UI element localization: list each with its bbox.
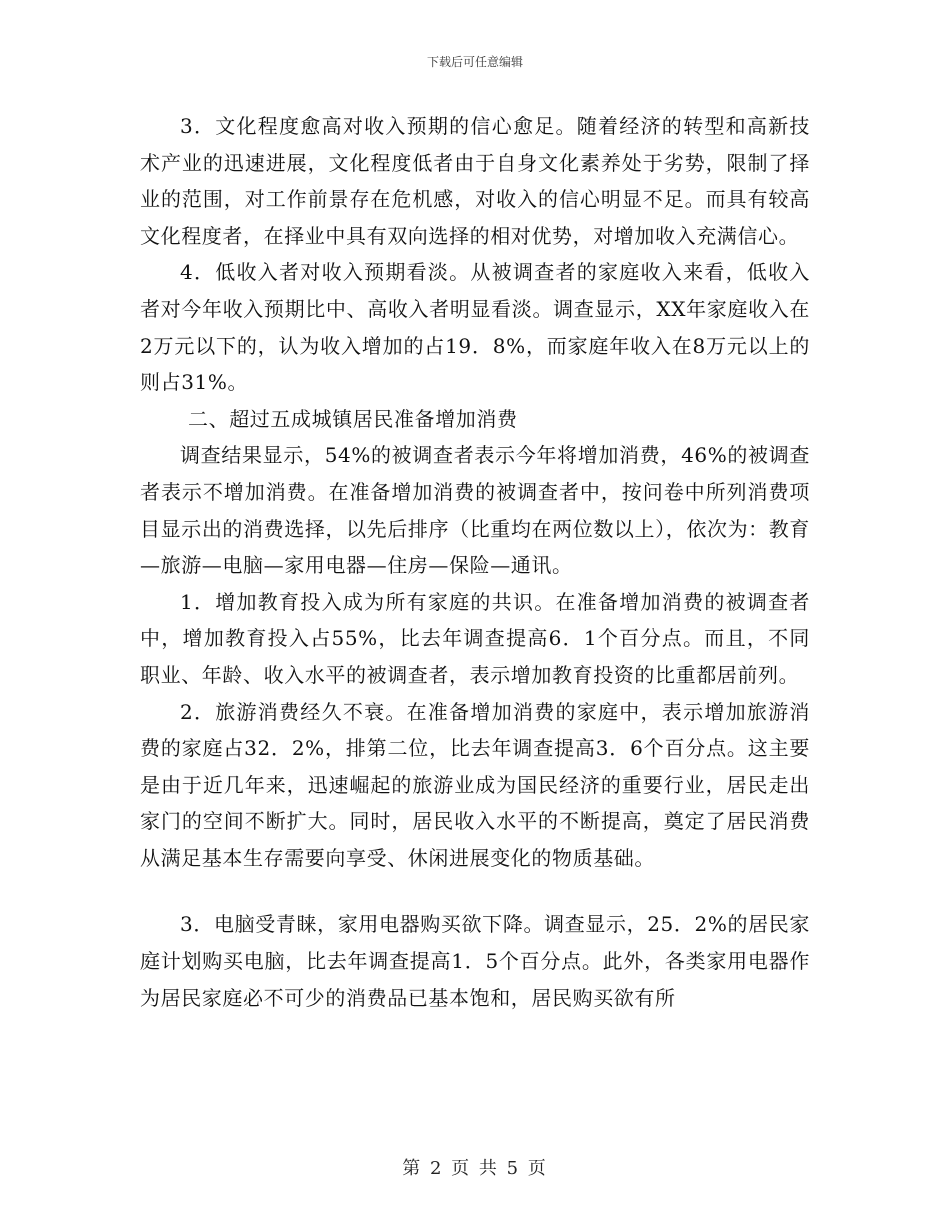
paragraph-education-investment: 1．增加教育投入成为所有家庭的共识。在准备增加消费的被调查者中，增加教育投入占55%，比去年调查提高6．1个百分点。而且，不同职业、年龄、收入水平的被调查者，表示增加教育投资的比重都居前列。 xyxy=(140,589,810,687)
paragraph-tourism-consumption: 2．旅游消费经久不衰。在准备增加消费的家庭中，表示增加旅游消费的家庭占32．2%，排第二位，比去年调查提高3．6个百分点。这主要是由于近几年来，迅速崛起的旅游业成为国民经济的重要行业，居民走出家门的空间不断扩大。同时，居民收入水平的不断提高，奠定了居民消费从满足基本生存需要向享受、休闲进展变化的物质基础。 xyxy=(140,699,810,870)
page-header: 下载后可任意编辑 xyxy=(426,55,523,69)
document-body xyxy=(140,108,810,1016)
section-heading-consumption: 二、超过五成城镇居民准备增加消费 xyxy=(188,406,518,431)
page-number-footer: 第 2 页 共 5 页 xyxy=(402,1158,548,1179)
paragraph-education-confidence: 3．文化程度愈高对收入预期的信心愈足。随着经济的转型和高新技术产业的迅速进展，文化程度低者由于自身文化素养处于劣势，限制了择业的范围，对工作前景存在危机感，对收入的信心明显不足。而具有较高文化程度者，在择业中具有双向选择的相对优势，对增加收入充满信心。 xyxy=(140,114,810,248)
paragraph-computer-appliances: 3．电脑受青睐，家用电器购买欲下降。调查显示，25．2%的居民家庭计划购买电脑，比去年调查提高1．5个百分点。此外，各类家用电器作为居民家庭必不可少的消费品已基本饱和，居民购买欲有所 xyxy=(140,912,810,1010)
paragraph-spacer xyxy=(140,876,810,906)
paragraph-low-income-expectation: 4．低收入者对收入预期看淡。从被调查者的家庭收入来看，低收入者对今年收入预期比中、高收入者明显看淡。调查显示，XX年家庭收入在2万元以下的，认为收入增加的占19．8%，而家庭年收入在8万元以上的则占31%。 xyxy=(140,260,810,395)
paragraph-survey-results: 调查结果显示，54%的被调查者表示今年将增加消费，46%的被调查者表示不增加消费。在准备增加消费的被调查者中，按问卷中所列消费项目显示出的消费选择，以先后排序（比重均在两位数以上），依次为：教育—旅游—电脑—家用电器—住房—保险—通讯。 xyxy=(140,443,810,578)
